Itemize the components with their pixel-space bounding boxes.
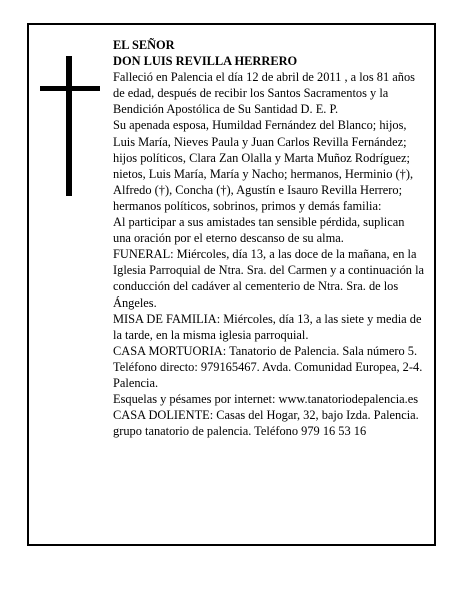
cross-icon [40, 56, 100, 196]
death-announcement: Falleció en Palencia el día 12 de abril de 2011 , a los 81 años de edad, después de recibir los Santos Sacramentos y la Bendición Apostólica de Su Santidad D. E. P. [113, 70, 415, 117]
deceased-name: DON LUIS REVILLA HERRERO [113, 54, 298, 69]
funeral-home-info: CASA MORTUORIA: Tanatorio de Palencia. Sala número 5. Teléfono directo: 979165467. Avda. Comunidad Europea, 2-4. Palencia. [113, 343, 423, 390]
family-home-address: CASA DOLIENTE: Casas del Hogar, 32, bajo Izda. Palencia. [113, 408, 419, 423]
notice-text [113, 37, 425, 439]
family-mass-info: MISA DE FAMILIA: Miércoles, día 13, a las siete y media de la tarde, en la misma iglesia parroquial. [113, 311, 422, 342]
funeral-group-contact: grupo tanatorio de palencia. Teléfono 979 16 53 16 [113, 424, 367, 439]
cross-vertical-bar [66, 56, 72, 196]
family-list: Su apenada esposa, Humildad Fernández del Blanco; hijos, Luis María, Nieves Paula y Juan Carlos Revilla Fernández; hijos políticos, Clara Zan Olalla y Marta Muñoz Rodríguez; nietos, Luis María, María y Nacho; hermanos, Herminio (†), Alfredo (†), Concha (†), Agustín e Isauro Revilla Herrero; hermanos políticos, sobrinos, primos y demás familia: [113, 118, 414, 213]
cross-horizontal-bar [40, 86, 100, 91]
prayer-request: Al participar a sus amistades tan sensible pérdida, suplican una oración por el eterno descanso de su alma. [113, 215, 405, 246]
internet-condolences: Esquelas y pésames por internet: www.tanatoriodepalencia.es [113, 392, 419, 407]
heading-title: EL SEÑOR [113, 38, 175, 52]
funeral-info: FUNERAL: Miércoles, día 13, a las doce de la mañana, en la Iglesia Parroquial de Ntra. Sra. del Carmen y a continuación la conducción del cadáver al cementerio de Ntra. Sra. de los Ángeles. [113, 247, 425, 310]
